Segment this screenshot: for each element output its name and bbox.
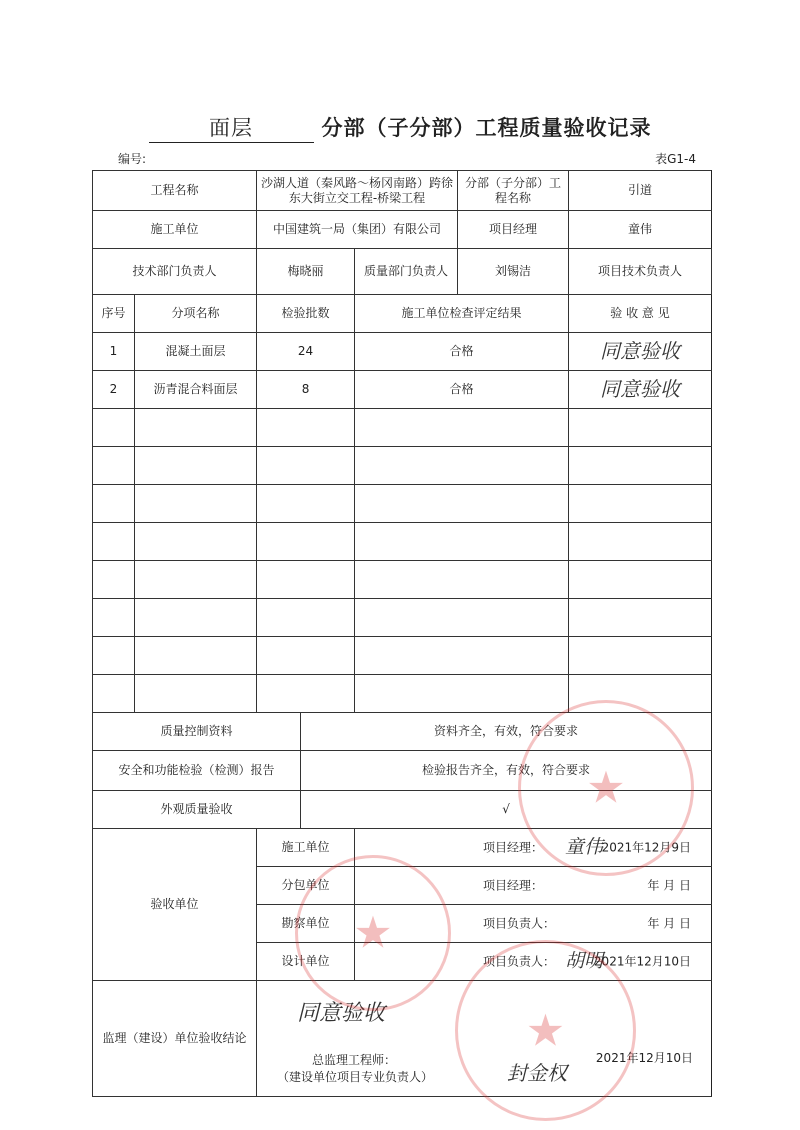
acceptance-date: 年 月 日 (647, 878, 692, 892)
acceptance-role: 项目负责人： (483, 954, 556, 968)
sub-project-label: 分部（子分部）工程名称 (458, 171, 569, 211)
header-batches: 检验批数 (257, 295, 355, 333)
seal-star-icon: ★ (525, 1005, 566, 1056)
item-batches: 24 (257, 333, 355, 371)
table-row (93, 333, 712, 371)
item-opinion-signature: 同意验收 (569, 333, 712, 371)
acceptance-label: 验收单位 (93, 829, 257, 981)
page-title (0, 112, 800, 143)
table-row-empty (93, 599, 712, 637)
quality-head-value: 刘锡洁 (458, 249, 569, 295)
sub-project-value: 引道 (569, 171, 712, 211)
title-text: 分部（子分部）工程质量验收记录 (321, 116, 652, 140)
quality-docs-label: 质量控制资料 (93, 713, 301, 751)
acceptance-date: 2021年12月10日 (593, 954, 692, 968)
header-name: 分项名称 (135, 295, 257, 333)
table-row-empty (93, 523, 712, 561)
table-row-empty (93, 485, 712, 523)
pm-label: 项目经理 (458, 211, 569, 249)
acceptance-signature: 胡明 (565, 949, 604, 972)
contractor-value: 中国建筑一局（集团）有限公司 (257, 211, 458, 249)
row-supervision (93, 981, 712, 1097)
safety-value: 检验报告齐全，有效，符合要求 (301, 751, 712, 791)
contractor-label: 施工单位 (93, 211, 257, 249)
project-name-value: 沙湖人道（秦风路～杨冈南路）跨徐东大街立交工程-桥梁工程 (257, 171, 458, 211)
header-check: 施工单位检查评定结果 (355, 295, 569, 333)
acceptance-role: 项目经理： (483, 840, 544, 854)
row-heads (93, 249, 712, 295)
seal-star-icon: ★ (586, 762, 626, 814)
acceptance-unit: 施工单位 (257, 829, 355, 867)
row-contractor (93, 211, 712, 249)
acceptance-unit: 勘察单位 (257, 905, 355, 943)
project-name-label: 工程名称 (93, 171, 257, 211)
table-row-empty (93, 675, 712, 713)
supervision-date: 2021年12月10日 (595, 1051, 694, 1065)
safety-label: 安全和功能检验（检测）报告 (93, 751, 301, 791)
tech-head-label: 技术部门负责人 (93, 249, 257, 295)
acceptance-unit: 设计单位 (257, 943, 355, 981)
supervision-signature: 封金权 (507, 1061, 568, 1085)
form-code: 表G1-4 (655, 152, 696, 166)
acceptance-role: 项目负责人： (483, 916, 556, 930)
item-result: 合格 (355, 371, 569, 409)
header-no: 序号 (93, 295, 135, 333)
item-name: 沥青混合料面层 (135, 371, 257, 409)
pm-value: 童伟 (569, 211, 712, 249)
title-blank: 面层 (149, 112, 314, 143)
item-no: 2 (93, 371, 135, 409)
item-name: 混凝土面层 (135, 333, 257, 371)
supervision-engineer-note: （建设单位项目专业负责人） (277, 1070, 434, 1084)
acceptance-unit: 分包单位 (257, 867, 355, 905)
acceptance-role: 项目经理： (483, 878, 544, 892)
acceptance-signature: 童伟 (565, 835, 604, 858)
appearance-value: √ (301, 791, 712, 829)
item-no: 1 (93, 333, 135, 371)
item-batches: 8 (257, 371, 355, 409)
serial-label: 编号: (118, 152, 147, 166)
row-safety (93, 751, 712, 791)
table-row (93, 371, 712, 409)
item-opinion-signature: 同意验收 (569, 371, 712, 409)
quality-head-label: 质量部门负责人 (355, 249, 458, 295)
supervision-label: 监理（建设）单位验收结论 (93, 981, 257, 1097)
row-quality-docs (93, 713, 712, 751)
row-project-name (93, 171, 712, 211)
acceptance-row (93, 829, 712, 867)
table-row-empty (93, 637, 712, 675)
acceptance-form-table (92, 170, 712, 1097)
row-appearance (93, 791, 712, 829)
seal-star-icon: ★ (353, 907, 393, 959)
acceptance-date: 年 月 日 (647, 916, 692, 930)
supervision-engineer-label: 总监理工程师： (312, 1053, 397, 1067)
acceptance-date: 2021年12月9日 (601, 840, 692, 854)
table-row-empty (93, 447, 712, 485)
proj-tech-label: 项目技术负责人 (569, 249, 712, 295)
supervision-conclusion: 同意验收 (297, 1001, 386, 1026)
quality-docs-value: 资料齐全，有效，符合要求 (301, 713, 712, 751)
table-row-empty (93, 561, 712, 599)
header-opinion: 验 收 意 见 (569, 295, 712, 333)
row-items-header (93, 295, 712, 333)
item-result: 合格 (355, 333, 569, 371)
appearance-label: 外观质量验收 (93, 791, 301, 829)
table-row-empty (93, 409, 712, 447)
tech-head-value: 梅晓丽 (257, 249, 355, 295)
